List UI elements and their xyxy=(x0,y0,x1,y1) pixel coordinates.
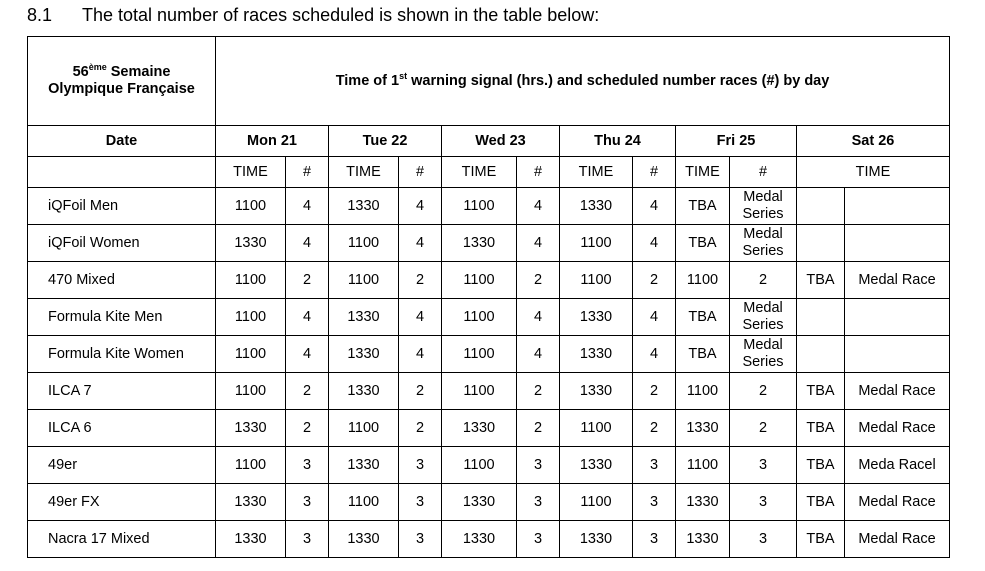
time-cell: 1330 xyxy=(442,410,517,447)
time-cell: 1100 xyxy=(442,336,517,373)
count-cell: 3 xyxy=(399,447,442,484)
time-cell: 1330 xyxy=(329,336,399,373)
days-row xyxy=(28,126,950,157)
count-cell: 3 xyxy=(517,521,560,558)
subheader-row xyxy=(28,157,950,188)
time-cell: 1100 xyxy=(329,225,399,262)
time-cell: 1330 xyxy=(560,373,633,410)
time-cell: 1100 xyxy=(216,262,286,299)
count-cell: 3 xyxy=(517,447,560,484)
time-cell: 1330 xyxy=(442,484,517,521)
sat-race-cell xyxy=(845,299,950,336)
time-subheader: TIME xyxy=(216,157,286,188)
time-subheader: TIME xyxy=(560,157,633,188)
time-cell: 1100 xyxy=(329,262,399,299)
table-row xyxy=(28,373,950,410)
sat-time-cell: TBA xyxy=(797,521,845,558)
count-cell: 2 xyxy=(633,373,676,410)
table-row xyxy=(28,410,950,447)
sat-race-cell xyxy=(845,336,950,373)
time-cell: 1100 xyxy=(560,410,633,447)
sat-time-cell xyxy=(797,188,845,225)
sat-race-cell: Medal Race xyxy=(845,410,950,447)
count-subheader: # xyxy=(633,157,676,188)
time-cell: 1100 xyxy=(442,299,517,336)
class-name-cell: iQFoil Men xyxy=(28,188,216,225)
count-cell: 2 xyxy=(399,410,442,447)
date-label-cell: Date xyxy=(28,126,216,157)
time-cell: 1330 xyxy=(329,299,399,336)
sat-race-cell: Medal Race xyxy=(845,373,950,410)
count-cell: 3 xyxy=(286,484,329,521)
day-header: Wed 23 xyxy=(442,126,560,157)
count-subheader: # xyxy=(730,157,797,188)
time-cell: 1330 xyxy=(442,225,517,262)
table-row xyxy=(28,188,950,225)
empty-cell xyxy=(28,157,216,188)
count-cell: Medal Series xyxy=(730,188,797,225)
class-name-cell: 470 Mixed xyxy=(28,262,216,299)
count-cell: 2 xyxy=(399,262,442,299)
class-name-cell: ILCA 7 xyxy=(28,373,216,410)
day-header: Tue 22 xyxy=(329,126,442,157)
schedule-header-cell: Time of 1st warning signal (hrs.) and scheduled number races (#) by day xyxy=(216,37,950,126)
count-cell: 2 xyxy=(286,410,329,447)
time-cell: 1330 xyxy=(216,410,286,447)
count-cell: Medal Series xyxy=(730,225,797,262)
section-text: The total number of races scheduled is shown in the table below: xyxy=(82,5,600,25)
time-cell: TBA xyxy=(676,336,730,373)
count-cell: 2 xyxy=(517,410,560,447)
time-cell: 1330 xyxy=(560,447,633,484)
class-name-cell: Formula Kite Women xyxy=(28,336,216,373)
count-cell: 4 xyxy=(286,225,329,262)
sat-time-cell xyxy=(797,299,845,336)
time-cell: 1100 xyxy=(329,484,399,521)
count-cell: 3 xyxy=(286,447,329,484)
sat-race-cell: Medal Race xyxy=(845,262,950,299)
day-header: Fri 25 xyxy=(676,126,797,157)
class-name-cell: ILCA 6 xyxy=(28,410,216,447)
time-cell: 1330 xyxy=(676,410,730,447)
count-cell: 4 xyxy=(517,336,560,373)
count-cell: 3 xyxy=(286,521,329,558)
time-cell: 1330 xyxy=(329,373,399,410)
time-cell: 1330 xyxy=(216,484,286,521)
sat-race-cell: Medal Race xyxy=(845,484,950,521)
count-subheader: # xyxy=(286,157,329,188)
sat-race-cell xyxy=(845,225,950,262)
time-cell: 1100 xyxy=(676,447,730,484)
class-name-cell: Nacra 17 Mixed xyxy=(28,521,216,558)
time-cell: 1100 xyxy=(442,188,517,225)
time-cell: TBA xyxy=(676,299,730,336)
count-cell: 3 xyxy=(633,521,676,558)
time-cell: 1100 xyxy=(560,484,633,521)
time-cell: 1330 xyxy=(216,225,286,262)
count-cell: 2 xyxy=(517,373,560,410)
count-cell: 4 xyxy=(517,225,560,262)
time-cell: 1100 xyxy=(676,262,730,299)
class-name-cell: 49er FX xyxy=(28,484,216,521)
count-cell: 3 xyxy=(730,521,797,558)
time-cell: 1100 xyxy=(676,373,730,410)
count-cell: 4 xyxy=(399,188,442,225)
sat-race-cell: Medal Race xyxy=(845,521,950,558)
count-cell: Medal Series xyxy=(730,336,797,373)
count-cell: 2 xyxy=(399,373,442,410)
count-cell: 3 xyxy=(633,484,676,521)
count-cell: 2 xyxy=(517,262,560,299)
section-heading xyxy=(27,4,599,26)
sat-time-cell: TBA xyxy=(797,484,845,521)
count-cell: 3 xyxy=(730,484,797,521)
count-cell: 4 xyxy=(286,299,329,336)
time-subheader: TIME xyxy=(797,157,950,188)
day-header: Sat 26 xyxy=(797,126,950,157)
table-row xyxy=(28,299,950,336)
count-cell: 4 xyxy=(399,336,442,373)
time-cell: 1330 xyxy=(560,521,633,558)
section-number: 8.1 xyxy=(27,5,53,25)
time-cell: 1330 xyxy=(216,521,286,558)
time-cell: 1100 xyxy=(216,336,286,373)
count-cell: 4 xyxy=(399,225,442,262)
time-subheader: TIME xyxy=(676,157,730,188)
class-name-cell: Formula Kite Men xyxy=(28,299,216,336)
count-subheader: # xyxy=(517,157,560,188)
time-cell: 1330 xyxy=(329,447,399,484)
count-cell: 2 xyxy=(633,410,676,447)
count-cell: 4 xyxy=(633,225,676,262)
table-row xyxy=(28,336,950,373)
count-subheader: # xyxy=(399,157,442,188)
count-cell: 4 xyxy=(399,299,442,336)
table-row xyxy=(28,484,950,521)
time-cell: 1330 xyxy=(329,521,399,558)
time-cell: 1100 xyxy=(216,188,286,225)
count-cell: Medal Series xyxy=(730,299,797,336)
race-schedule-table xyxy=(27,36,950,558)
count-cell: 3 xyxy=(517,484,560,521)
time-cell: 1100 xyxy=(216,447,286,484)
count-cell: 4 xyxy=(517,299,560,336)
time-cell: 1100 xyxy=(442,262,517,299)
time-cell: 1100 xyxy=(560,225,633,262)
time-cell: 1330 xyxy=(676,521,730,558)
count-cell: 4 xyxy=(633,188,676,225)
table-row xyxy=(28,447,950,484)
count-cell: 3 xyxy=(399,521,442,558)
table-row xyxy=(28,521,950,558)
count-cell: 3 xyxy=(399,484,442,521)
sat-time-cell xyxy=(797,225,845,262)
count-cell: 2 xyxy=(286,373,329,410)
time-cell: 1100 xyxy=(442,447,517,484)
time-cell: 1330 xyxy=(560,188,633,225)
count-cell: 2 xyxy=(730,262,797,299)
time-subheader: TIME xyxy=(442,157,517,188)
count-cell: 3 xyxy=(730,447,797,484)
sat-race-cell xyxy=(845,188,950,225)
title-row xyxy=(28,37,950,126)
time-cell: 1100 xyxy=(216,299,286,336)
sat-time-cell: TBA xyxy=(797,410,845,447)
count-cell: 2 xyxy=(730,373,797,410)
sat-race-cell: Meda Racel xyxy=(845,447,950,484)
count-cell: 2 xyxy=(730,410,797,447)
day-header: Mon 21 xyxy=(216,126,329,157)
count-cell: 4 xyxy=(286,336,329,373)
table-row xyxy=(28,225,950,262)
time-cell: 1100 xyxy=(560,262,633,299)
table-row xyxy=(28,262,950,299)
day-header: Thu 24 xyxy=(560,126,676,157)
time-cell: TBA xyxy=(676,188,730,225)
count-cell: 4 xyxy=(517,188,560,225)
time-cell: 1100 xyxy=(329,410,399,447)
time-cell: 1330 xyxy=(560,299,633,336)
count-cell: 4 xyxy=(633,336,676,373)
time-cell: 1330 xyxy=(676,484,730,521)
count-cell: 2 xyxy=(633,262,676,299)
count-cell: 2 xyxy=(286,262,329,299)
count-cell: 4 xyxy=(633,299,676,336)
event-title-cell: 56ème Semaine Olympique Française xyxy=(28,37,216,126)
time-cell: 1100 xyxy=(442,373,517,410)
time-subheader: TIME xyxy=(329,157,399,188)
sat-time-cell: TBA xyxy=(797,447,845,484)
count-cell: 4 xyxy=(286,188,329,225)
time-cell: 1100 xyxy=(216,373,286,410)
sat-time-cell xyxy=(797,336,845,373)
count-cell: 3 xyxy=(633,447,676,484)
sat-time-cell: TBA xyxy=(797,373,845,410)
sat-time-cell: TBA xyxy=(797,262,845,299)
time-cell: 1330 xyxy=(560,336,633,373)
time-cell: 1330 xyxy=(329,188,399,225)
class-name-cell: iQFoil Women xyxy=(28,225,216,262)
time-cell: TBA xyxy=(676,225,730,262)
time-cell: 1330 xyxy=(442,521,517,558)
class-name-cell: 49er xyxy=(28,447,216,484)
